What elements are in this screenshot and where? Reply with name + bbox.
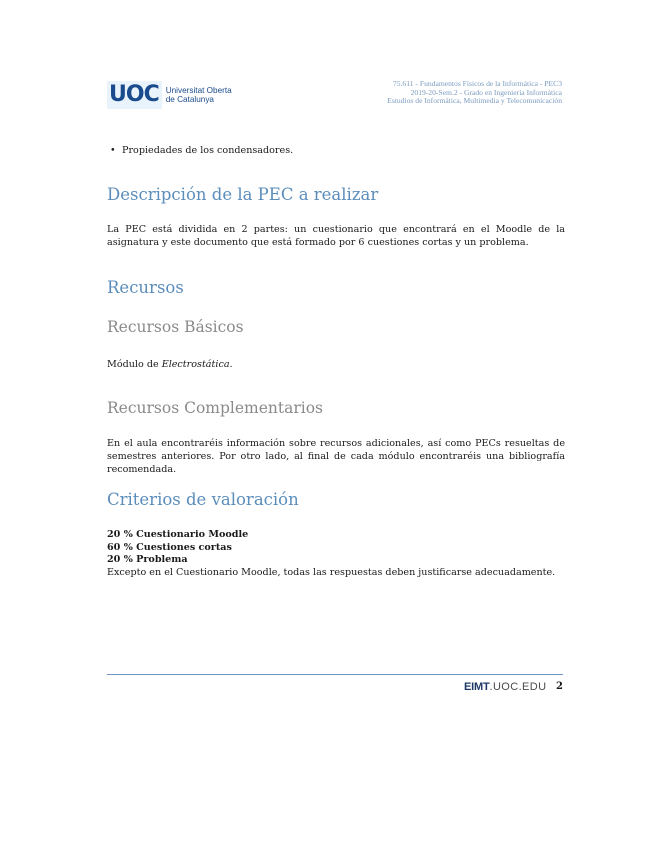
criterios-list: [107, 529, 555, 579]
recursos-complementarios-text: En el aula encontraréis información sobre recursos adicionales, así como PECs resueltas de semestres anteriores. Por otro lado, al final de cada módulo encontraréis una bibliografía recomendada.: [107, 438, 565, 475]
footer-brand-bold: EIMT: [464, 681, 490, 693]
uoc-logo-line1: Universitat Oberta: [165, 85, 232, 95]
recursos-basicos-suffix: .: [229, 359, 233, 370]
recursos-basicos-text: [107, 358, 565, 371]
footer-divider: [107, 674, 563, 675]
uoc-logo-text: [166, 86, 232, 105]
section-title-recursos-basicos: Recursos Básicos: [107, 318, 244, 336]
section-title-recursos-complementarios: Recursos Complementarios: [107, 399, 324, 417]
uoc-logo-letters: UOC: [109, 82, 159, 107]
descripcion-text: La PEC está dividida en 2 partes: un cuestionario que encontrará en el Moodle de la asignatura y este documento que está formado por 6 cuestiones cortas y un problema.: [107, 224, 565, 248]
section-title-recursos: Recursos: [107, 278, 184, 297]
recursos-basicos-emph: Electrostática: [161, 359, 230, 370]
recursos-basicos-prefix: Módulo de: [107, 359, 162, 370]
footer-brand: [464, 681, 546, 693]
uoc-logo-mark: [107, 81, 162, 109]
header-line-3: Estudios de Informática, Multimedia y Telecomunicación: [387, 96, 562, 106]
bullet-item: • Propiedades de los condensadores.: [122, 145, 293, 156]
footer-brand-rest: .UOC.EDU: [489, 681, 547, 693]
uoc-logo-line2: de Catalunya: [165, 95, 214, 104]
header-line-1: 75.611 - Fundamentos Físicos de la Informática - PEC3: [392, 79, 562, 88]
page-number: 2: [556, 681, 563, 692]
criterio-item: 20 % Problema: [107, 554, 188, 565]
uoc-logo: [107, 81, 232, 109]
criterio-item: 60 % Cuestiones cortas: [107, 541, 232, 553]
criterios-note: Excepto en el Cuestionario Moodle, todas las respuestas deben justificarse adecuadamente.: [107, 566, 556, 578]
section-title-descripcion: Descripción de la PEC a realizar: [107, 185, 379, 204]
header-course-info: [387, 80, 562, 106]
section-title-criterios: Criterios de valoración: [107, 490, 299, 509]
criterio-item: 20 % Cuestionario Moodle: [107, 529, 249, 540]
header-line-2: 2019-20-Sem.2 - Grado en Ingeniería Informática: [410, 87, 562, 97]
